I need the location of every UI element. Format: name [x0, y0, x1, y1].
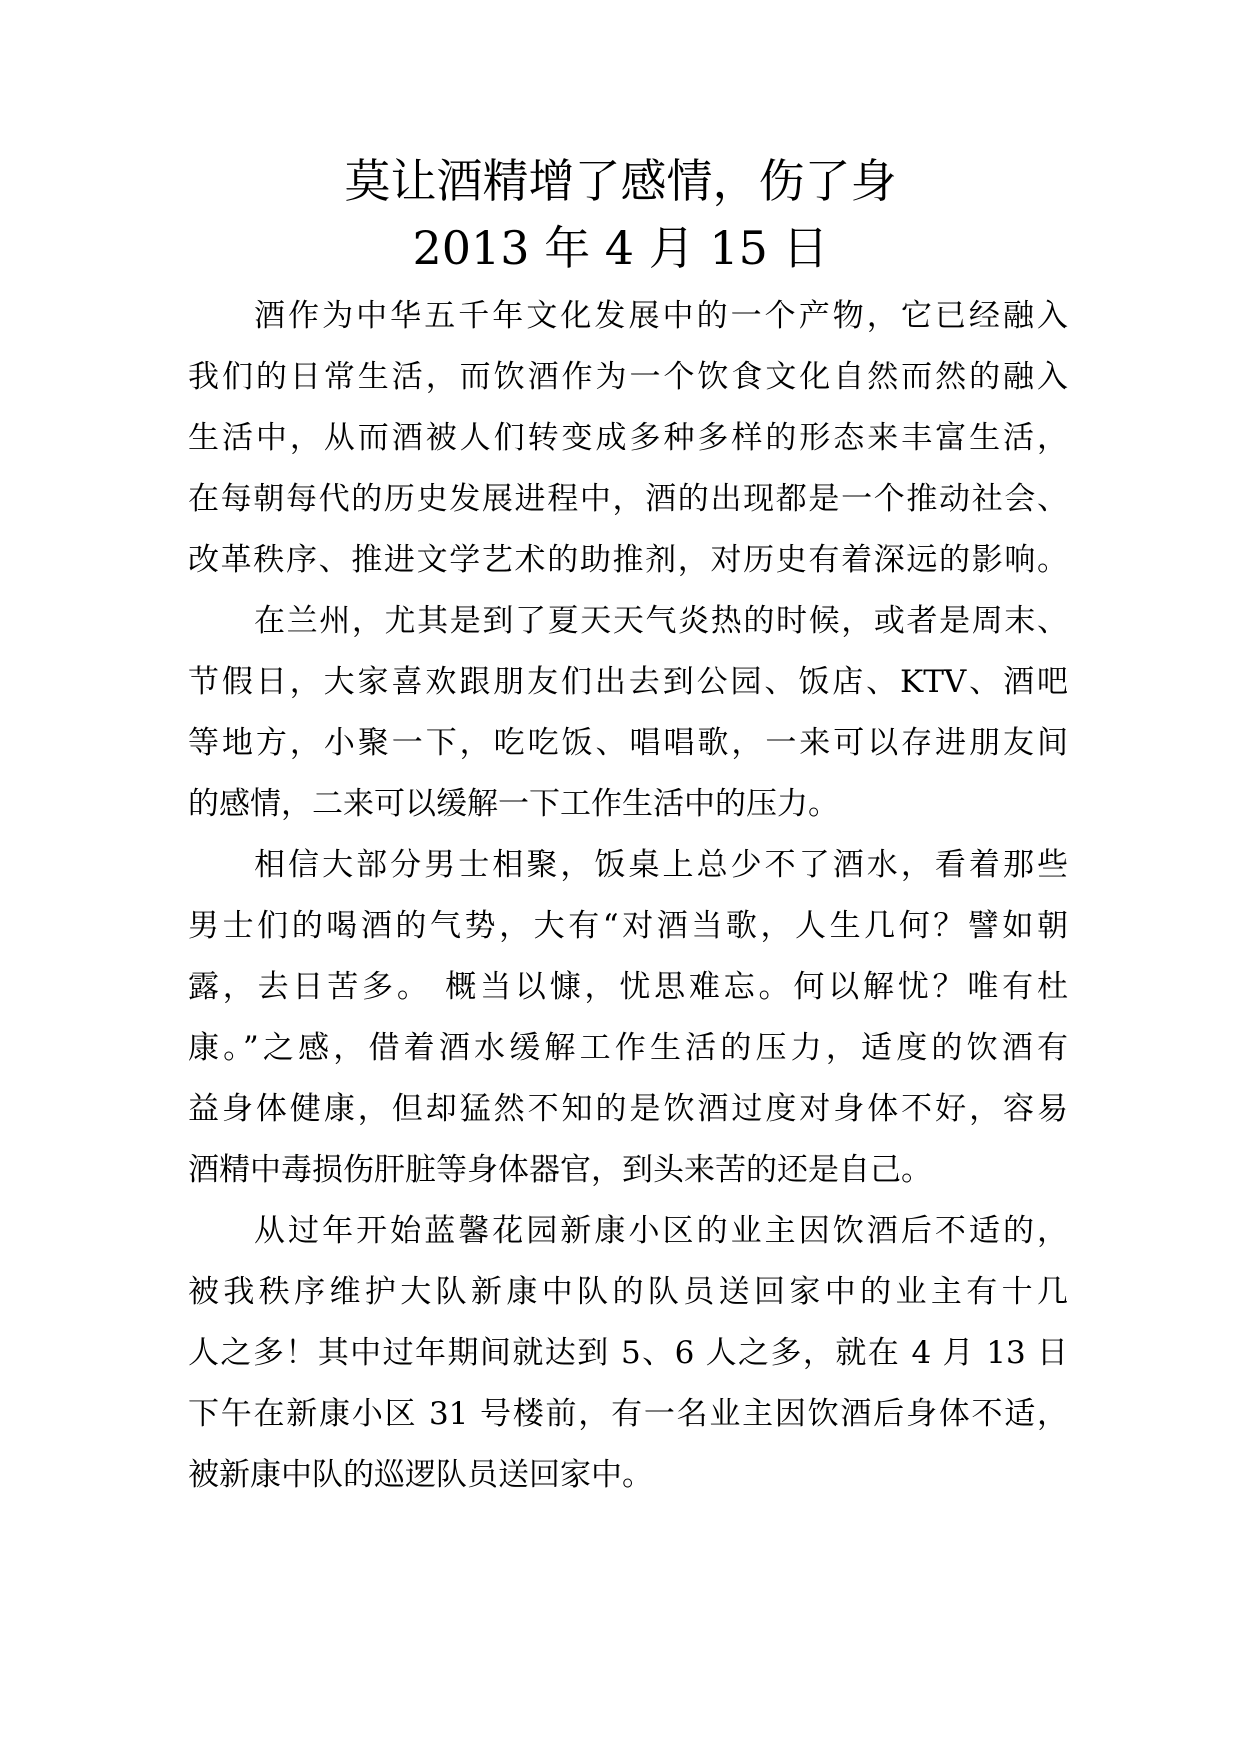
text-line: 我们的日常生活，而饮酒作为一个饮食文化自然而然的融入 — [188, 359, 1068, 395]
text-line: 酒作为中华五千年文化发展中的一个产物，它已经融入 — [254, 298, 1068, 334]
text-line: 在每朝每代的历史发展进程中，酒的出现都是一个推动社会、 — [188, 481, 1068, 517]
text-line: 从过年开始蓝馨花园新康小区的业主因饮酒后不适的， — [254, 1213, 1068, 1249]
text-line: 男士们的喝酒的气势，大有“对酒当歌，人生几何？譬如朝 — [188, 908, 1068, 944]
paragraph-2 — [188, 591, 1068, 835]
document-body — [188, 286, 1068, 1506]
paragraph-1 — [188, 286, 1068, 591]
text-line: 生活中，从而酒被人们转变成多种多样的形态来丰富生活， — [188, 420, 1068, 456]
text-line: 酒精中毒损伤肝脏等身体器官，到头来苦的还是自己。 — [188, 1152, 932, 1188]
text-line: 益身体健康，但却猛然不知的是饮酒过度对身体不好，容易 — [188, 1091, 1068, 1127]
document-date: 2013 年 4 月 15 日 — [412, 221, 829, 275]
text-line: 被我秩序维护大队新康中队的队员送回家中的业主有十几 — [188, 1274, 1068, 1310]
document-title: 莫让酒精增了感情，伤了身 — [344, 154, 897, 208]
text-line: 等地方，小聚一下，吃吃饭、唱唱歌，一来可以存进朋友间 — [188, 725, 1068, 761]
text-line: 人之多！其中过年期间就达到 5、6 人之多，就在 4 月 13 日 — [188, 1335, 1068, 1371]
text-line: 露，去日苦多。 概当以慷，忧思难忘。何以解忧？唯有杜 — [188, 969, 1068, 1005]
paragraph-3 — [188, 835, 1068, 1201]
text-line: 在兰州，尤其是到了夏天天气炎热的时候，或者是周末、 — [254, 603, 1068, 639]
text-line: 改革秩序、推进文学艺术的助推剂，对历史有着深远的影响。 — [188, 542, 1068, 578]
text-line: 相信大部分男士相聚，饭桌上总少不了酒水，看着那些 — [254, 847, 1068, 883]
text-line: 康。”之感，借着酒水缓解工作生活的压力，适度的饮酒有 — [188, 1030, 1068, 1066]
text-line: 被新康中队的巡逻队员送回家中。 — [188, 1457, 653, 1493]
text-line: 的感情，二来可以缓解一下工作生活中的压力。 — [188, 786, 839, 822]
paragraph-4 — [188, 1201, 1068, 1506]
text-line: 下午在新康小区 31 号楼前，有一名业主因饮酒后身体不适， — [188, 1396, 1068, 1432]
text-line: 节假日，大家喜欢跟朋友们出去到公园、饭店、KTV、酒吧 — [188, 664, 1068, 700]
